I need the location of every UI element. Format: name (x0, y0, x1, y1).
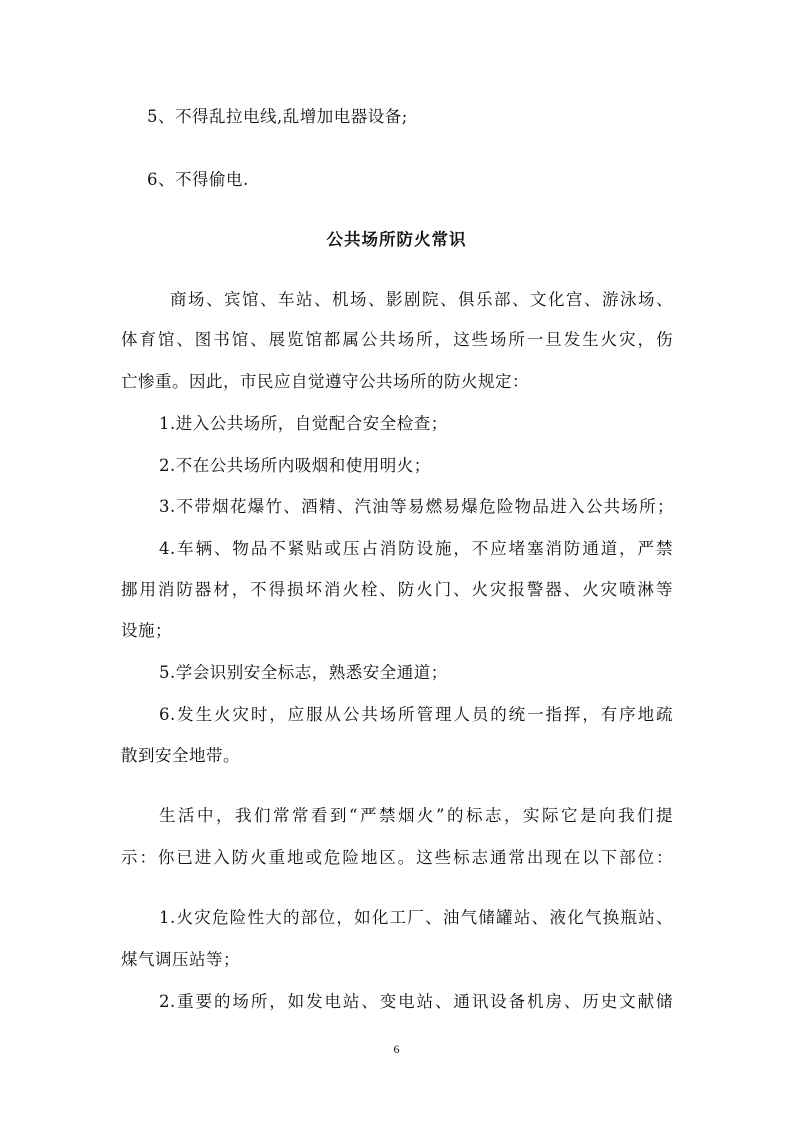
list-item: 5.学会识别安全标志，熟悉安全通道； (159, 663, 448, 682)
list-item: 6.发生火灾时，应服从公共场所管理人员的统一指挥，有序地疏 (159, 705, 673, 724)
list-item: 2.重要的场所，如发电站、变电站、通讯设备机房、历史文献储 (159, 992, 673, 1011)
paragraph-line: 亡惨重。因此，市民应自觉遵守公共场所的防火规定： (121, 372, 529, 391)
paragraph-line: 体育馆、图书馆、展览馆都属公共场所，这些场所一旦发生火灾，伤 (121, 330, 673, 349)
list-item-continued: 散到安全地带。 (121, 746, 240, 765)
list-item: 4.车辆、物品不紧贴或压占消防设施，不应堵塞消防通道，严禁 (159, 539, 673, 558)
list-item: 1.火灾危险性大的部位，如化工厂、油气储罐站、液化气换瓶站、 (159, 908, 673, 927)
paragraph-line: 示：你已进入防火重地或危险地区。这些标志通常出现在以下部位： (121, 848, 673, 867)
list-item-continued: 设施； (121, 621, 172, 640)
list-item-continued: 煤气调压站等； (121, 950, 240, 969)
text-line-1: 5、不得乱拉电线,乱增加电器设备; (147, 107, 408, 126)
list-item: 2.不在公共场所内吸烟和使用明火； (159, 456, 431, 475)
list-item-continued: 挪用消防器材，不得损坏消火栓、防火门、火灾报警器、火灾喷淋等 (121, 580, 673, 599)
page-number: 6 (393, 1042, 400, 1056)
paragraph-line: 生活中，我们常常看到“严禁烟火”的标志，实际它是向我们提 (159, 806, 673, 825)
paragraph-line: 商场、宾馆、车站、机场、影剧院、俱乐部、文化宫、游泳场、 (170, 290, 673, 309)
text-line-2: 6、不得偷电. (147, 170, 249, 189)
list-item: 3.不带烟花爆竹、酒精、汽油等易燃易爆危险物品进入公共场所； (159, 497, 674, 516)
section-title: 公共场所防火常识 (326, 230, 467, 249)
list-item: 1.进入公共场所，自觉配合安全检查； (159, 414, 448, 433)
